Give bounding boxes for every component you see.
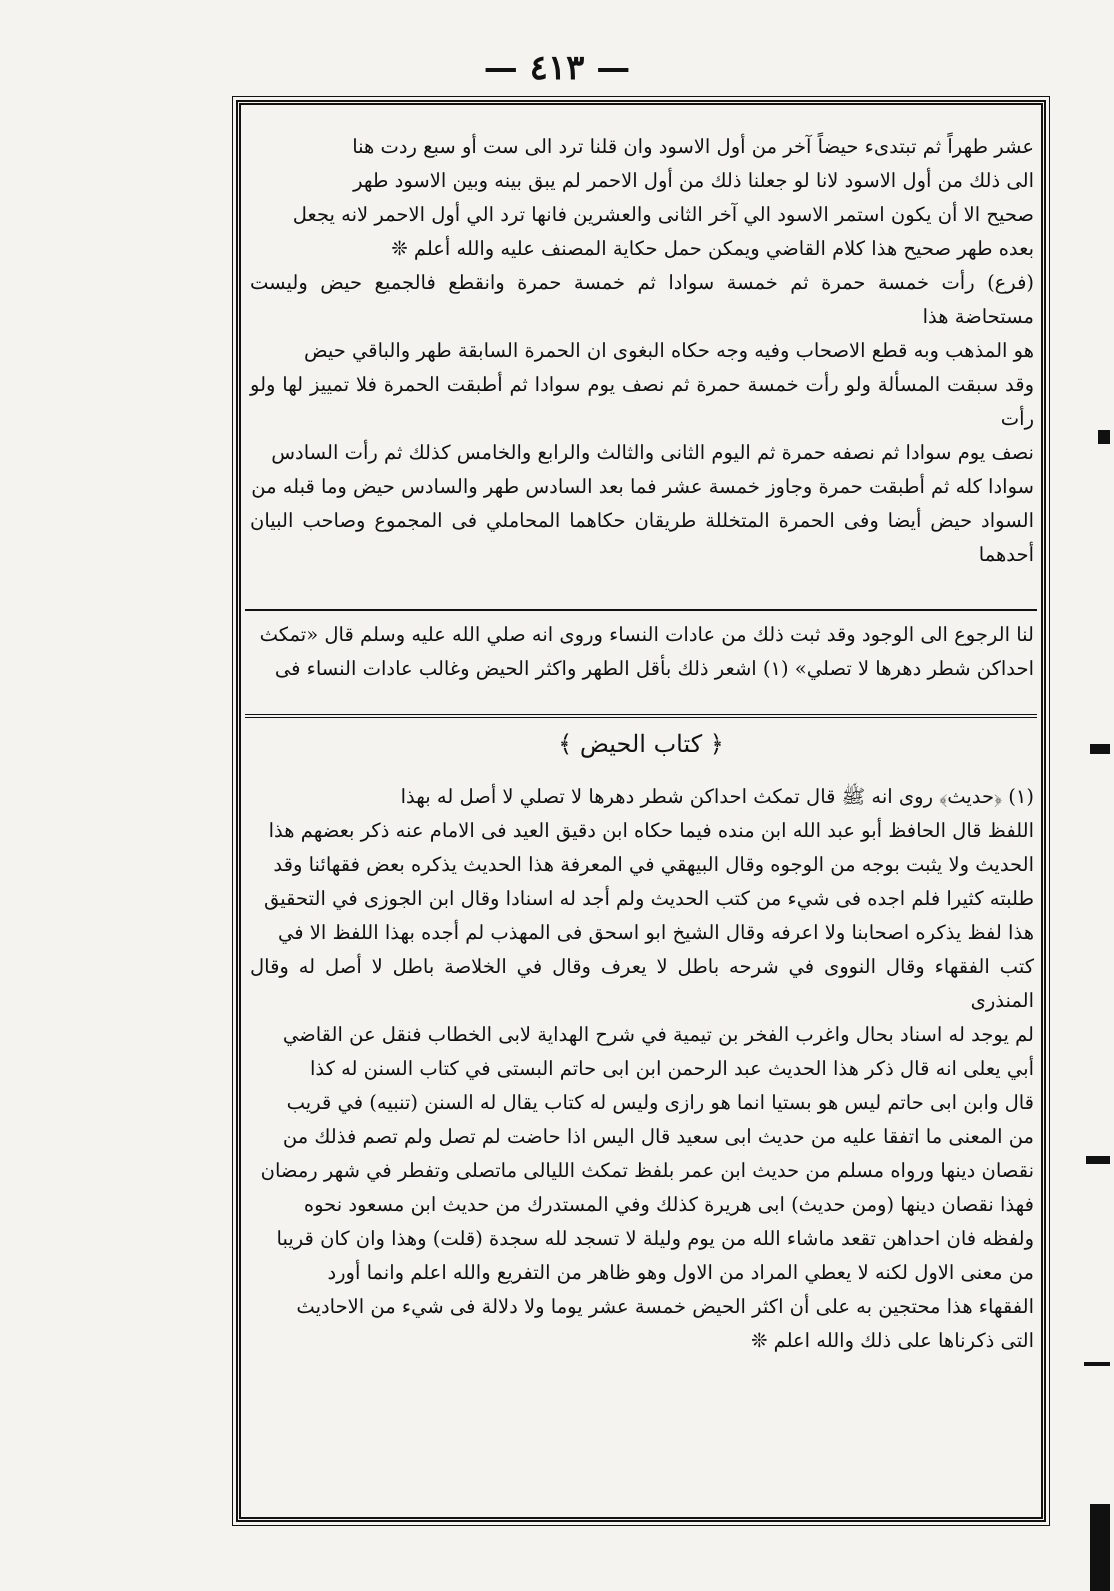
text-line: بعده طهر صحيح هذا كلام القاضي ويمكن حمل حكاية المصنف عليه والله أعلم ❊ [391,237,1034,260]
text-line: الحديث ولا يثبت بوجه من الوجوه وقال البيهقي في المعرفة هذا الحديث يذكره بعض فقهائنا وقد [273,853,1034,876]
text-line: من المعنى ما اتفقا عليه من حديث ابى سعيد قال اليس اذا حاضت لم تصل ولم تصم فذلك من [282,1125,1034,1148]
text-line: قال وابن ابى حاتم ليس هو بستيا انما هو رازى وليس له كتاب يقال له السنن (تنبيه) في قريب [286,1091,1034,1114]
text-line: اللفظ قال الحافظ أبو عبد الله ابن منده فيما حكاه ابن دقيق العيد فى الامام عنه ذكر بعضهم هذا [268,819,1034,842]
text-line: نصف يوم سوادا ثم نصفه حمرة ثم اليوم الثانى والثالث والرابع والخامس كذلك ثم رأت السادس [271,441,1034,464]
footnote-text-block [250,780,1034,1358]
text-line: عشر طهراً ثم تبتدىء حيضاً آخر من أول الاسود وان قلنا ترد الى ست أو سبع ردت هنا [352,135,1034,158]
text-line: وقد سبقت المسألة ولو رأت خمسة حمرة ثم نصف يوم سوادا ثم أطبقت الحمرة فلا تمييز لها ولو رأت [250,373,1034,430]
middle-text-block [250,618,1034,686]
text-line: الى ذلك من أول الاسود لانا لو جعلنا ذلك من أول الاحمر لم يبق بينه وبين الاسود طهر [353,169,1034,192]
text-line: نقصان دينها ورواه مسلم من حديث ابن عمر بلفظ تمكث الليالى ماتصلى وتفطر في شهر رمضان [260,1159,1034,1182]
chapter-title: ﴿ كتاب الحيض ﴾ [558,730,724,758]
text-line: طلبته كثيرا فلم اجده فى شيء من كتب الحديث ولم أجد له اسنادا وقال ابن الجوزى في التحقيق [264,887,1034,910]
scan-edge-mark [1098,430,1110,444]
text-line: فهذا نقصان دينها (ومن حديث) ابى هريرة كذلك وفي المستدرك من حديث ابن مسعود نحوه [303,1193,1034,1216]
text-line: التى ذكرناها على ذلك والله اعلم ❊ [751,1329,1034,1352]
text-line: من معنى الاول لكنه لا يعطي المراد من الاول وهو ظاهر من التفريع والله اعلم وانما أورد [327,1261,1034,1284]
text-line: لم يوجد له اسناد بحال واغرب الفخر بن تيمية في شرح الهداية لابى الخطاب فنقل عن القاضي [282,1023,1034,1046]
text-line: (١) ﴿حديث﴾ روى انه ﷺ قال تمكث احداكن شطر دهرها لا تصلي لا أصل له بهذا [400,785,1034,808]
text-line: السواد حيض أيضا وفى الحمرة المتخللة طريقان حكاهما المحاملي فى المجموع وصاحب البيان أحدهما [250,509,1034,566]
text-line: صحيح الا أن يكون استمر الاسود الي آخر الثانى والعشرين فانها ترد الي أول الاحمر لانه يجعل [292,203,1034,226]
main-text-block [250,130,1034,572]
scan-edge-mark [1084,1362,1110,1366]
scan-edge-mark [1090,1504,1110,1591]
text-line: هو المذهب وبه قطع الاصحاب وفيه وجه حكاه البغوى ان الحمرة السابقة طهر والباقي حيض [303,339,1034,362]
text-line: سوادا كله ثم أطبقت حمرة وجاوز خمسة عشر فما بعد السادس طهر والسادس حيض وما قبله من [251,475,1034,498]
text-line: الفقهاء هذا محتجين به على أن اكثر الحيض خمسة عشر يوما ولا دلالة فى شيء من الاحاديث [296,1295,1034,1318]
text-line: احداكن شطر دهرها لا تصلي» (١) اشعر ذلك بأقل الطهر واكثر الحيض وغالب عادات النساء فى [274,657,1034,680]
text-line: كتب الفقهاء وقال النووى في شرحه باطل لا يعرف وقال في الخلاصة باطل لا أصل له وقال المنذرى [250,955,1034,1012]
section-divider-double [245,714,1037,718]
text-line: لنا الرجوع الى الوجود وقد ثبت ذلك من عادات النساء وروى انه صلي الله عليه وسلم قال «تمكث [259,623,1034,646]
text-line: ولفظه فان احداهن تقعد ماشاء الله من يوم وليلة لا تسجد لله سجدة (قلت) وهذا وان كان قريبا [276,1227,1034,1250]
text-line: أبي يعلى انه قال ذكر هذا الحديث عبد الرحمن ابن ابى حاتم البستى في كتاب السنن له كذا [309,1057,1034,1080]
text-line: (فرع) رأت خمسة حمرة ثم خمسة سوادا ثم خمسة حمرة وانقطع فالجميع حيض وليست مستحاضة هذا [250,271,1034,328]
scan-edge-mark [1086,1156,1110,1164]
text-line: هذا لفظ يذكره اصحابنا ولا اعرفه وقال الشيخ ابو اسحق فى المهذب لم أجده بهذا اللفظ الا في [277,921,1034,944]
section-divider [245,609,1037,611]
page-number: — ٤١٣ — [483,48,631,88]
scan-edge-mark [1090,744,1110,754]
